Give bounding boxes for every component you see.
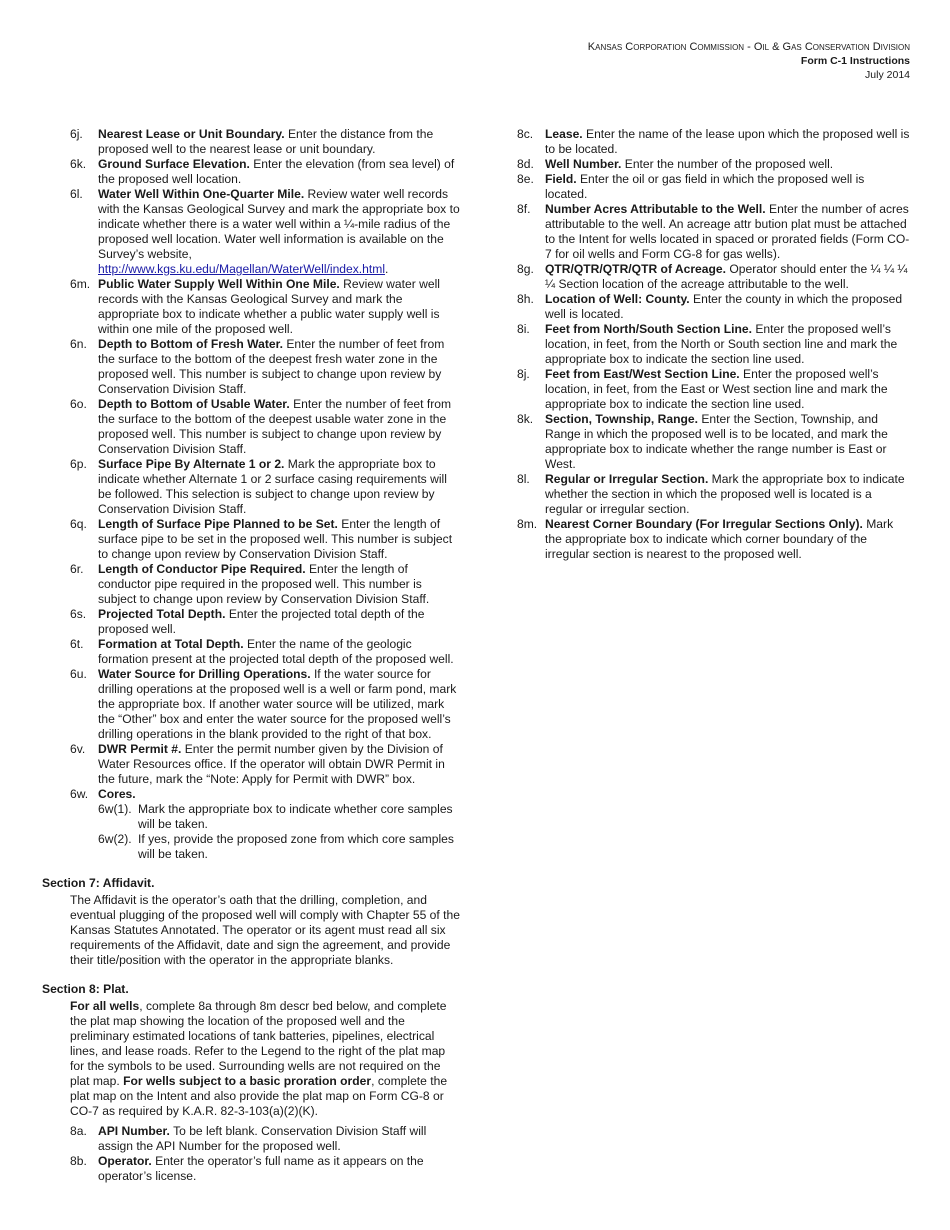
item-number: 8e. [517, 172, 534, 186]
item-body [545, 412, 910, 472]
item-text: Mark the appropriate box to indicate whether the section in which the proposed well is located is a regular or irregular section. [545, 472, 905, 516]
instruction-item [42, 187, 460, 277]
item-body [545, 262, 910, 292]
item-text: Enter the operator’s full name as it appears on the operator’s license. [98, 1154, 424, 1183]
item-term: Number Acres Attributable to the Well. [545, 202, 766, 216]
instruction-item [42, 742, 460, 787]
instruction-item [42, 787, 460, 802]
item-body [98, 1154, 460, 1184]
item-body [98, 517, 460, 562]
item-number: 8c. [517, 127, 534, 141]
item-number: 6j. [70, 127, 83, 141]
item-number: 6p. [70, 457, 87, 471]
item-text: Enter the distance from the proposed well to the nearest lease or unit boundary. [98, 127, 434, 156]
item-body [98, 457, 460, 517]
item-text: Mark the appropriate box to indicate whether Alternate 1 or 2 surface casing requirements will be followed. This selection is subject to change upon review by Conservation Division Staff. [98, 457, 447, 516]
item-number: 6o. [70, 397, 87, 411]
instruction-item [42, 517, 460, 562]
instruction-item [517, 472, 910, 517]
item-term: Well Number. [545, 157, 622, 171]
item-term: API Number. [98, 1124, 170, 1138]
instruction-item [42, 397, 460, 457]
instruction-item [42, 277, 460, 337]
instruction-item [517, 202, 910, 262]
item-number: 6t. [70, 637, 84, 651]
instruction-item [517, 322, 910, 367]
item-body [545, 127, 910, 157]
kgs-water-well-link[interactable]: http://www.kgs.ku.edu/Magellan/WaterWell/index.html [98, 262, 386, 276]
item-body [98, 607, 460, 637]
form-title: Form C-1 Instructions [800, 55, 910, 67]
item-term: Feet from East/West Section Line. [545, 367, 740, 381]
item-number: 8i. [517, 322, 530, 336]
item-number: 6s. [70, 607, 87, 621]
item-body [98, 562, 460, 607]
page-header [588, 40, 910, 82]
item-text: Enter the name of the lease upon which the proposed well is to be located. [545, 127, 910, 156]
cores-subitem [98, 802, 460, 832]
item-body [98, 277, 460, 337]
instruction-item [42, 562, 460, 607]
left-column [42, 127, 460, 1184]
item-body [545, 292, 910, 322]
section8-text-2: , complete the plat map on the Intent and also provide the plat map on Form CG-8 or CO-7 as required by K.A.R. 82-3-103(a)(2)(K). [70, 1074, 448, 1118]
item-number: 6r. [70, 562, 84, 576]
instruction-item [42, 1124, 460, 1154]
item-term: Projected Total Depth. [98, 607, 226, 621]
item-number: 8g. [517, 262, 534, 276]
item-number: 8b. [70, 1154, 87, 1168]
subitem-text: If yes, provide the proposed zone from which core samples will be taken. [138, 832, 454, 861]
item-term: Depth to Bottom of Usable Water. [98, 397, 290, 411]
item-term: Field. [545, 172, 577, 186]
instruction-item [42, 607, 460, 637]
item-text: To be left blank. Conservation Division Staff will assign the API Number for the proposed well. [98, 1124, 427, 1153]
item-text: Enter the Section, Township, and Range in which the proposed well is to be located, and mark the appropriate box to indicate whether the range number is East or West. [545, 412, 888, 471]
item-body [98, 787, 460, 802]
item-body [98, 742, 460, 787]
item-number: 8k. [517, 412, 534, 426]
item-term: Nearest Lease or Unit Boundary. [98, 127, 285, 141]
item-text: Enter the elevation (from sea level) of the proposed well location. [98, 157, 455, 186]
item-body [98, 1124, 460, 1154]
item-body [98, 187, 460, 277]
instruction-item [517, 262, 910, 292]
section8-instruction-list [42, 1124, 460, 1184]
item-body [545, 172, 910, 202]
item-text: Enter the number of feet from the surface to the bottom of the deepest usable water zone in the proposed well. This number is subject to change upon review by Conservation Division Staff. [98, 397, 452, 456]
instruction-item [517, 367, 910, 412]
item-term: DWR Permit #. [98, 742, 182, 756]
item-term: Water Well Within One-Quarter Mile. [98, 187, 305, 201]
item-body [98, 637, 460, 667]
item-term: Feet from North/South Section Line. [545, 322, 752, 336]
item-text: Enter the permit number given by the Division of Water Resources office. If the operator will obtain DWR Permit in the future, mark the “Note: Apply for Permit with DWR” box. [98, 742, 445, 786]
item-term: Cores. [98, 787, 136, 801]
item-number: 8d. [517, 157, 534, 171]
item-text: Enter the name of the geologic formation present at the projected total depth of the proposed well. [98, 637, 454, 666]
item-term: Location of Well: County. [545, 292, 690, 306]
instruction-item [42, 667, 460, 742]
instruction-item [42, 1154, 460, 1184]
item-term: QTR/QTR/QTR/QTR of Acreage. [545, 262, 726, 276]
form-date: July 2014 [865, 69, 910, 81]
item-term: Lease. [545, 127, 583, 141]
item-text: Enter the projected total depth of the proposed well. [98, 607, 425, 636]
section8-bold-proration: For wells subject to a basic proration order [123, 1074, 372, 1088]
item-number: 6u. [70, 667, 87, 681]
right-instruction-list [517, 127, 910, 562]
item-body [98, 667, 460, 742]
instruction-item [517, 127, 910, 157]
item-term: Surface Pipe By Alternate 1 or 2. [98, 457, 285, 471]
section8-text-1: , complete 8a through 8m descr bed below, and complete the plat map showing the location of the proposed well and the preliminary estimated locations of tank batteries, pipelines, electrical lines, and lease roads. Refer to the Legend to the right of the plat map for the symbols to be used. Surrounding wells are not required on the plat map. [70, 999, 447, 1088]
item-text: Mark the appropriate box to indicate which corner boundary of the irregular section is nearest to the proposed well. [545, 517, 894, 561]
item-text: Operator should enter the ¼ ¼ ¼ ¼ Section location of the acreage attributable to the well. [545, 262, 908, 291]
instruction-item [517, 157, 910, 172]
item-term: Depth to Bottom of Fresh Water. [98, 337, 283, 351]
item-body [98, 337, 460, 397]
item-term: Length of Conductor Pipe Required. [98, 562, 306, 576]
item-body [545, 472, 910, 517]
item-term: Ground Surface Elevation. [98, 157, 250, 171]
item-body [98, 397, 460, 457]
item-number: 6l. [70, 187, 83, 201]
item-body [98, 157, 460, 187]
item-body [545, 322, 910, 367]
instruction-item [42, 127, 460, 157]
agency-name: Kansas Corporation Commission - Oil & Gas Conservation Division [587, 41, 910, 53]
item-number: 8l. [517, 472, 530, 486]
instruction-item [42, 457, 460, 517]
item-number: 6m. [70, 277, 91, 291]
item-text: Enter the number of acres attributable to the well. An acreage attr bution plat must be attached to the Intent for wells located in spaced or prorated fields (Form CO-7 for oil wells and Form CG-8 for gas wells). [545, 202, 910, 261]
subitem-number: 6w(2). [98, 832, 132, 846]
section8-text [70, 999, 460, 1119]
item-text: Enter the number of feet from the surface to the bottom of the deepest fresh water zone in the proposed well. This number is subject to change upon review by Conservation Division Staff. [98, 337, 445, 396]
item-number: 6n. [70, 337, 87, 351]
item-term: Section, Township, Range. [545, 412, 698, 426]
right-column [517, 127, 910, 562]
section7-heading: Section 7: Affidavit. [42, 876, 155, 890]
item-text: Enter the county in which the proposed well is located. [545, 292, 903, 321]
item-term: Water Source for Drilling Operations. [98, 667, 311, 681]
item-text: Enter the number of the proposed well. [621, 157, 834, 171]
item-body [545, 202, 910, 262]
item-number: 8f. [517, 202, 531, 216]
item-body [98, 127, 460, 157]
cores-subitem [98, 832, 460, 862]
section8-heading: Section 8: Plat. [42, 982, 129, 996]
item-term: Formation at Total Depth. [98, 637, 244, 651]
item-number: 8m. [517, 517, 538, 531]
instruction-item [42, 637, 460, 667]
left-instruction-list [42, 127, 460, 802]
subitem-text: Mark the appropriate box to indicate whether core samples will be taken. [138, 802, 453, 831]
instruction-item [517, 412, 910, 472]
item-text: Enter the proposed well’s location, in feet, from the North or South section line and mark the appropriate box to indicate the section line used. [545, 322, 898, 366]
item-number: 8a. [70, 1124, 87, 1138]
item-body [545, 367, 910, 412]
item-text: Enter the proposed well’s location, in feet, from the East or West section line and mark the appropriate box to indicate the section line used. [545, 367, 888, 411]
item-number: 6v. [70, 742, 86, 756]
item-term: Regular or Irregular Section. [545, 472, 709, 486]
item-text: Review water well records with the Kansas Geological Survey and mark the appropriate box to indicate whether there is a water well within a ¼-mile radius of the proposed well location. Water well information is available on the Survey’s website, [98, 187, 460, 261]
item-term: Length of Surface Pipe Planned to be Set. [98, 517, 338, 531]
item-text: Enter the oil or gas field in which the proposed well is located. [545, 172, 865, 201]
item-number: 6w. [70, 787, 89, 801]
item-text: If the water source for drilling operations at the proposed well is a well or farm pond, mark the appropriate box. If another water source will be utilized, mark the “Other” box and enter the water source for the proposed well’s drilling operations in the blank provided to the right of that box. [98, 667, 457, 741]
item-text: Enter the length of conductor pipe required in the proposed well. This number is subject to change upon review by Conservation Division Staff. [98, 562, 430, 606]
item-text: Review water well records with the Kansas Geological Survey and mark the appropriate box to indicate whether a public water supply well is within one mile of the proposed well. [98, 277, 440, 336]
subitem-number: 6w(1). [98, 802, 132, 816]
item-body [545, 157, 910, 172]
item-number: 8j. [517, 367, 530, 381]
cores-subitems [42, 802, 460, 862]
item-body [545, 517, 910, 562]
item-text-after: . [385, 262, 389, 276]
instruction-item [42, 337, 460, 397]
item-number: 8h. [517, 292, 534, 306]
item-term: Public Water Supply Well Within One Mile. [98, 277, 340, 291]
instruction-item [42, 157, 460, 187]
item-text: Enter the length of surface pipe to be set in the proposed well. This number is subject to change upon review by Conservation Division Staff. [98, 517, 453, 561]
item-number: 6q. [70, 517, 87, 531]
item-term: Nearest Corner Boundary (For Irregular Sections Only). [545, 517, 863, 531]
section7-text: The Affidavit is the operator’s oath that the drilling, completion, and eventual plugging of the proposed well will comply with Chapter 55 of the Kansas Statutes Annotated. The operator or its agent must read all six requirements of the Affidavit, date and sign the agreement, and provide their title/position with the operator in the appropriate blanks. [70, 893, 460, 967]
instruction-item [517, 292, 910, 322]
item-number: 6k. [70, 157, 87, 171]
item-term: Operator. [98, 1154, 152, 1168]
instruction-item [517, 517, 910, 562]
section8-bold-all-wells: For all wells [70, 999, 140, 1013]
instruction-item [517, 172, 910, 202]
